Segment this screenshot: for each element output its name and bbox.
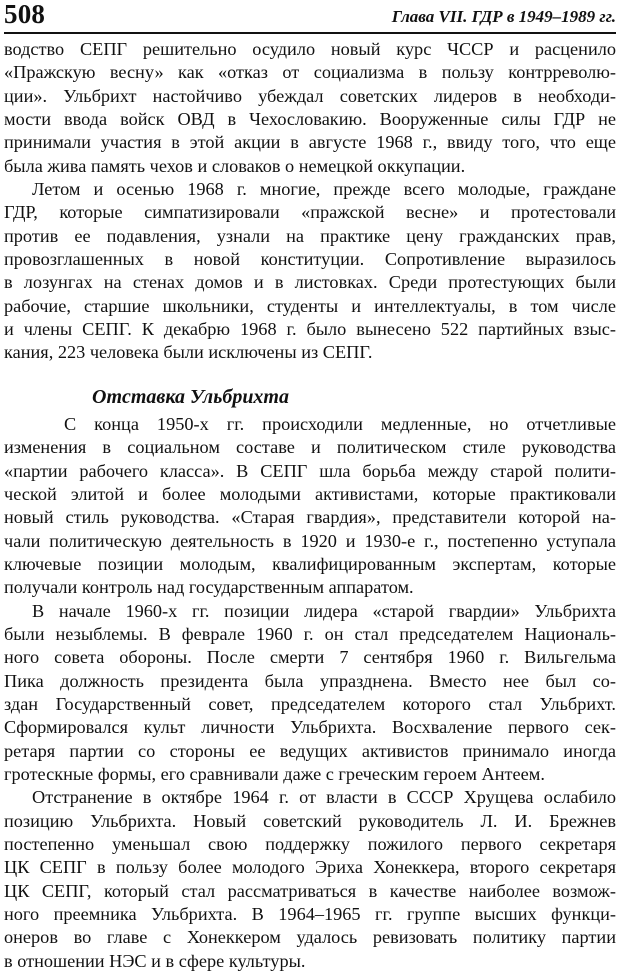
text-line: С конца 1950-х гг. происходили медленные, но отчетливые [64,413,616,434]
text-line: Сформировался культ личности Ульбрихта. Восхваление первого сек- [4,717,616,738]
text-line: в лозунгах на стенах домов и в листовках. Среди протестующих были [4,272,616,293]
text-line: Пика должность президента была упразднена. Вместо нее был со- [4,670,616,691]
text-line: ЦК СЕПГ, который стал рассматриваться в качестве наиболее возмож- [4,880,616,901]
text-line: провозглашенных в новой конституции. Сопротивление выразилось [4,249,616,270]
header-rule [4,32,616,34]
text-line: ключевые позиции молодым, квалифицированным экспертам, которые [4,553,616,574]
text-line: В начале 1960-х гг. позиции лидера «старой гвардии» Ульбрихта [32,600,616,621]
paragraph-protests [4,178,616,365]
text-line: ного преемника Ульбрихта. В 1964–1965 гг. группе высших функци- [4,904,616,925]
text-line: принимали участия в этой акции в августе 1968 г., ввиду того, что еще [4,132,616,153]
text-line: мости ввода войск ОВД в Чехословакию. Вооруженные силы ГДР не [4,109,616,130]
text-line: была жива память чехов и словаков о немецкой оккупации. [4,155,466,176]
page-header [4,0,616,36]
text-line: гротескные формы, его сравнивали даже с греческим героем Антеем. [4,763,545,784]
text-line: «Пражскую весну» как «отказ от социализма в пользу контрреволю- [4,62,616,83]
page-number: 508 [4,0,46,29]
text-line: постепенно уменьшал свою поддержку пожилого первого секретаря [4,834,616,854]
text-line: кания, 223 человека были исключены из СЕПГ. [4,342,373,363]
paragraph-khrushchev-removal [4,786,616,973]
text-line: ЦК СЕПГ в пользу более молодого Эриха Хонеккера, второго секретаря [4,857,616,878]
text-line: Отстранение в октябре 1964 г. от власти в СССР Хрущева ослабило [32,787,616,808]
text-line: ретаря партии со стороны ее ведущих активистов принимало иногда [4,740,616,761]
text-line: позицию Ульбрихта. Новый советский руководитель Л. И. Брежнев [4,810,616,831]
text-line: чали политическую деятельность в 1920 и 1930-е г., постепенно уступала [4,530,616,551]
text-line: Летом и осенью 1968 г. многие, прежде всего молодые, граждане [32,179,616,200]
running-head: Глава VII. ГДР в 1949–1989 гг. [391,7,616,26]
section-title: Отставка Ульбрихта [92,385,289,408]
text-line: против ее подавления, узнали на практике цену гражданских прав, [4,225,616,246]
text-line: ческой элитой и более молодыми активистами, которые практиковали [4,483,616,504]
text-line: были незыблемы. В феврале 1960 г. он стал председателем Националь- [4,623,616,644]
text-line: получали контроль над государственным аппаратом. [4,577,414,598]
text-line: ГДР, которые симпатизировали «пражской весне» и протестовали [4,202,616,223]
page-content [4,38,616,973]
text-line: новый стиль руководства. «Старая гвардия», представители которой на- [4,507,616,528]
text-line: онеров во главе с Хонеккером удалось ревизовать политику партии [4,927,616,948]
text-line: ции». Ульбрихт настойчиво убеждал советских лидеров в необходи- [4,85,616,106]
paragraph-social-change [4,413,616,600]
paragraph-continued [4,38,616,178]
text-line: рабочие, старшие школьники, студенты и интеллектуалы, в том числе [4,295,616,316]
text-line: и члены СЕПГ. К декабрю 1968 г. было вынесено 522 партийных взыс- [4,319,616,340]
text-line: ного совета обороны. После смерти 7 сентября 1960 г. Вильгельма [4,647,616,668]
book-page [4,0,616,969]
paragraph-ulbricht-position [4,600,616,787]
text-line: здан Государственный совет, председателем которого стал Ульбрихт. [4,693,616,714]
text-line: в отношении НЭС и в сфере культуры. [4,950,306,971]
text-line: изменения в социальном составе и политическом стиле руководства [4,437,616,458]
text-line: водство СЕПГ решительно осудило новый курс ЧССР и расценило [4,39,616,59]
text-line: «партии рабочего класса». В СЕПГ шла борьба между старой полити- [4,460,616,481]
